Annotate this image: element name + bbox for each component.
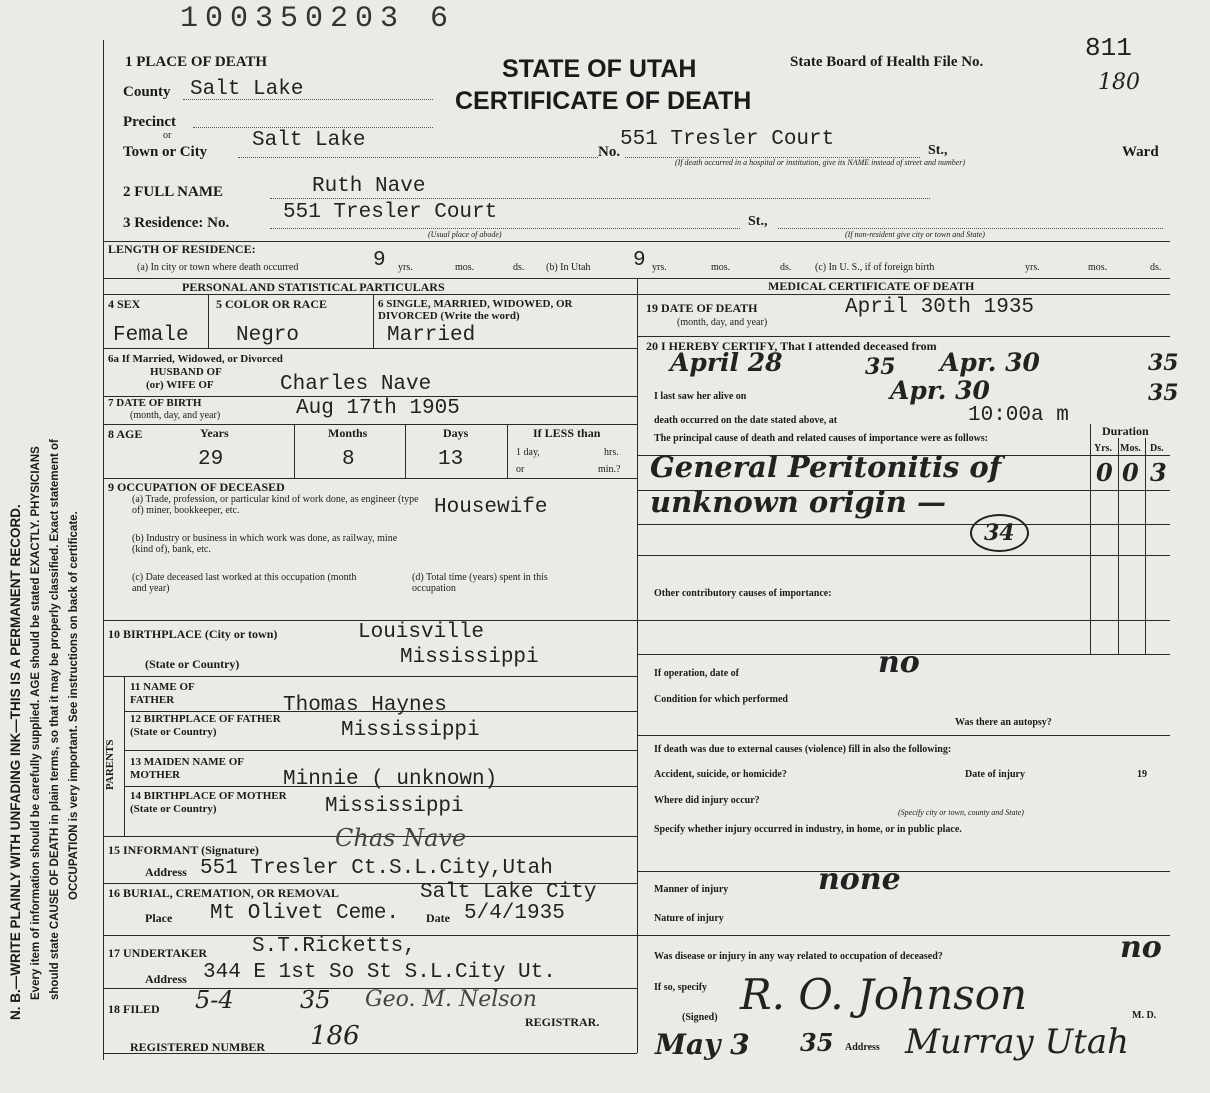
duration-div3 <box>1145 438 1146 654</box>
physician-signature: R. O. Johnson <box>740 970 1028 1019</box>
sex-label: 4 SEX <box>108 297 141 311</box>
left-frame <box>103 40 104 1060</box>
residence-city-line <box>778 228 1163 229</box>
informant-label: 15 INFORMANT (Signature) <box>108 843 259 857</box>
place-label: 1 PLACE OF DEATH <box>125 54 268 70</box>
undertaker-address-label: Address <box>145 972 187 986</box>
hrs-label: hrs. <box>604 447 619 458</box>
birthplace-city: Louisville <box>358 621 485 644</box>
mother-value: Minnie ( unknown) <box>283 768 498 791</box>
occupation-a-label: (a) Trade, profession, or particular kind of work done, as engineer (type of) miner, bookkeeper, etc. <box>132 494 419 516</box>
less-label: If LESS than <box>533 426 601 440</box>
filed-date: 5-4 <box>195 986 234 1014</box>
certificate-title: CERTIFICATE OF DEATH <box>455 87 752 115</box>
father-value: Thomas Haynes <box>283 694 447 717</box>
attended-from-year: 35 <box>865 354 896 380</box>
ward-label: Ward <box>1122 144 1159 160</box>
row-line-dob <box>103 424 637 425</box>
cause-code: 34 <box>970 514 1029 552</box>
birthplace-label: 10 BIRTHPLACE (City or town) <box>108 627 278 641</box>
row-line-fbp <box>124 750 637 751</box>
where-label: Where did injury occur? <box>654 795 760 806</box>
full-name-value: Ruth Nave <box>312 175 426 198</box>
occurred-label: death occurred on the date stated above, at <box>654 415 838 426</box>
row-line-age <box>103 478 637 479</box>
burial-date: 5/4/1935 <box>464 902 565 925</box>
row-line-sex <box>103 348 637 349</box>
father-birthplace: Mississippi <box>341 719 480 742</box>
place-address: 551 Tresler Court <box>620 128 835 151</box>
state-title: STATE OF UTAH <box>502 55 697 83</box>
age-months: 8 <box>342 448 355 471</box>
cause-line-2: unknown origin — <box>650 485 946 519</box>
registrar-label: REGISTRAR. <box>525 1015 600 1029</box>
duration-yrs: 0 <box>1096 458 1113 487</box>
manner-label: Manner of injury <box>654 884 729 895</box>
burial-place: Mt Olivet Ceme. <box>210 902 400 925</box>
duration-mos-label: Mos. <box>1120 443 1141 454</box>
length-label: LENGTH OF RESIDENCE: <box>108 242 256 256</box>
other-causes-label: Other contributory causes of importance: <box>654 588 832 599</box>
length-a-yrs: yrs. <box>398 262 413 273</box>
months-label: Months <box>328 426 368 440</box>
md-label: M. D. <box>1132 1010 1157 1021</box>
middle-divider <box>637 278 638 1053</box>
father-label: 11 NAME OF FATHER <box>130 681 195 706</box>
med-line-3 <box>637 555 1170 556</box>
color-value: Negro <box>236 324 300 347</box>
spouse-label-1: 6a If Married, Widowed, or Divorced <box>108 353 283 365</box>
last-saw-date: Apr. 30 <box>890 376 990 405</box>
length-a-label: (a) In city or town where death occurred <box>137 262 299 273</box>
occupation-label: 9 OCCUPATION OF DECEASED <box>108 480 285 494</box>
birthplace-state: Mississippi <box>400 646 539 669</box>
age-days: 13 <box>438 448 464 471</box>
residence-label: 3 Residence: No. <box>123 215 230 231</box>
parents-divider <box>124 676 125 836</box>
undertaker-label: 17 UNDERTAKER <box>108 946 208 960</box>
place-note: (If death occurred in a hospital or institution, give its NAME instead of street and number) <box>675 158 966 167</box>
med-line-8 <box>637 935 1170 936</box>
side-note-2: Every item of information should be carefully supplied. AGE should be stated EXACTLY. PHYSICIANS <box>30 446 42 1000</box>
town-label: Town or City <box>123 144 208 160</box>
parents-label: PARENTS <box>104 739 116 790</box>
st-label: St., <box>928 143 948 158</box>
side-note-3: should state CAUSE OF DEATH in plain terms, so that it may be properly classified. Exact statement of <box>49 439 61 1000</box>
burial-place-label: Place <box>145 911 173 925</box>
signature-address-label: Address <box>845 1042 880 1053</box>
operation-label: If operation, date of <box>654 668 739 679</box>
medical-heading: MEDICAL CERTIFICATE OF DEATH <box>768 279 975 293</box>
registered-number-label: REGISTERED NUMBER <box>130 1040 266 1054</box>
dob-sublabel: (month, day, and year) <box>130 410 221 421</box>
related-label: Was disease or injury in any way related to occupation of deceased? <box>654 951 943 962</box>
years-label: Years <box>200 426 229 440</box>
duration-mos: 0 <box>1122 458 1139 487</box>
burial-label: 16 BURIAL, CREMATION, OR REMOVAL <box>108 886 339 900</box>
age-label: 8 AGE <box>108 427 143 441</box>
informant-address-label: Address <box>145 865 187 879</box>
dob-label: 7 DATE OF BIRTH <box>108 397 202 409</box>
residence-value: 551 Tresler Court <box>283 201 498 224</box>
marital-label: 6 SINGLE, MARRIED, WIDOWED, OR DIVORCED (Write the word) <box>378 298 573 322</box>
sex-value: Female <box>113 324 189 347</box>
duration-label: Duration <box>1102 424 1149 438</box>
color-label: 5 COLOR OR RACE <box>216 297 328 311</box>
informant-signature: Chas Nave <box>335 824 467 852</box>
cause-label: The principal cause of death and related causes of importance were as follows: <box>654 433 989 444</box>
burial-date-label: Date <box>426 911 450 925</box>
spouse-label-3: (or) WIFE OF <box>146 379 214 391</box>
age-div1 <box>294 424 295 478</box>
occupation-b-label: (b) Industry or business in which work was done, as railway, mine (kind of), bank, etc. <box>132 533 398 555</box>
med-line-6 <box>637 735 1170 736</box>
signature-year: 35 <box>800 1028 834 1057</box>
signature-date: May 3 <box>655 1028 750 1061</box>
related-value: no <box>1120 930 1162 965</box>
full-name-label: 2 FULL NAME <box>123 184 224 200</box>
usual-abode-note: (Usual place of abode) <box>428 230 502 239</box>
or-label: or <box>163 130 172 141</box>
occupation-d-label: (d) Total time (years) spent in this occupation <box>412 572 548 594</box>
length-c-ds: ds. <box>1150 262 1162 273</box>
certify-label: 20 I HEREBY CERTIFY, That I attended deceased from <box>646 339 937 353</box>
death-date-label: 19 DATE OF DEATH <box>646 301 758 315</box>
burial-value: Salt Lake City <box>420 881 597 904</box>
filed-label: 18 FILED <box>108 1002 160 1016</box>
injury-year: 19 <box>1137 769 1147 780</box>
street-no-label: No. <box>598 144 621 160</box>
duration-ds-label: Ds. <box>1150 443 1164 454</box>
signed-label: (Signed) <box>682 1012 718 1023</box>
registrar-signature: Geo. M. Nelson <box>365 987 537 1012</box>
undertaker-address: 344 E 1st So St S.L.City Ut. <box>203 961 556 984</box>
accident-label: Accident, suicide, or homicide? <box>654 769 787 780</box>
residence-st-label: St., <box>748 214 768 229</box>
death-time: 10:00a m <box>968 404 1069 427</box>
length-b-years: 9 <box>633 249 646 272</box>
duration-div2 <box>1118 438 1119 654</box>
precinct-line <box>193 127 433 128</box>
spouse-value: Charles Nave <box>280 373 432 396</box>
length-c-label: (c) In U. S., if of foreign birth <box>815 262 935 273</box>
side-note-4: OCCUPATION is very important. See instructions on back of certificate. <box>68 511 80 900</box>
days-label: Days <box>443 426 469 440</box>
spouse-label-2: HUSBAND OF <box>150 366 222 378</box>
occupation-value: Housewife <box>434 496 548 519</box>
med-line-date <box>637 336 1170 337</box>
length-b-label: (b) In Utah <box>546 262 591 273</box>
min-label: min.? <box>598 464 621 475</box>
marital-value: Married <box>387 324 476 347</box>
length-c-yrs: yrs. <box>1025 262 1040 273</box>
sex-divider <box>208 294 209 348</box>
duration-yrs-label: Yrs. <box>1094 443 1113 454</box>
county-line <box>183 99 433 100</box>
dob-value: Aug 17th 1905 <box>296 397 460 420</box>
county-label: County <box>123 84 171 100</box>
external-label: If death was due to external causes (violence) fill in also the following: <box>654 744 952 755</box>
father-birthplace-label: 12 BIRTHPLACE OF FATHER (State or Country) <box>130 713 281 738</box>
death-date: April 30th 1935 <box>845 296 1035 319</box>
precinct-label: Precinct <box>123 114 177 130</box>
row-line-birth <box>103 676 637 677</box>
filed-year: 35 <box>300 986 331 1014</box>
med-line-7 <box>637 871 1170 872</box>
specify-label: Specify whether injury occurred in industry, in home, or in public place. <box>654 824 962 835</box>
length-b-ds: ds. <box>780 262 792 273</box>
ifso-label: If so, specify <box>654 982 708 993</box>
file-subnumber: 180 <box>1098 70 1140 95</box>
length-a-years: 9 <box>373 249 386 272</box>
signature-address: Murray Utah <box>905 1022 1129 1062</box>
autopsy-label: Was there an autopsy? <box>955 717 1052 728</box>
side-note-1: N. B.—WRITE PLAINLY WITH UNFADING INK—THIS IS A PERMANENT RECORD. <box>8 504 23 1020</box>
condition-label: Condition for which performed <box>654 694 788 705</box>
attended-from: April 28 <box>670 348 783 377</box>
heading-line <box>103 294 1170 295</box>
file-number-label: State Board of Health File No. <box>790 54 984 70</box>
town-line <box>238 157 598 158</box>
residence-line <box>270 228 740 229</box>
file-number: 811 <box>1085 33 1132 63</box>
attended-to: Apr. 30 <box>940 348 1040 377</box>
length-b-mos: mos. <box>711 262 731 273</box>
certificate-serial: 100350203 6 <box>180 2 456 36</box>
length-c-mos: mos. <box>1088 262 1108 273</box>
length-b-yrs: yrs. <box>652 262 667 273</box>
registered-number: 186 <box>310 1021 360 1051</box>
or-min-label: or <box>516 464 525 475</box>
injury-date-label: Date of injury <box>965 769 1025 780</box>
age-div3 <box>507 424 508 478</box>
length-a-ds: ds. <box>513 262 525 273</box>
med-line-4 <box>637 620 1170 621</box>
length-top-line <box>103 241 1170 242</box>
town-value: Salt Lake <box>252 129 366 152</box>
undertaker-value: S.T.Ricketts, <box>252 935 416 958</box>
color-divider <box>373 294 374 348</box>
cause-line-1: General Peritonitis of <box>650 450 1002 484</box>
age-years: 29 <box>198 448 224 471</box>
length-a-mos: mos. <box>455 262 475 273</box>
operation-value: no <box>878 645 920 680</box>
occupation-c-label: (c) Date deceased last worked at this occupation (month and year) <box>132 572 357 594</box>
med-line-2 <box>637 524 1170 525</box>
county-value: Salt Lake <box>190 78 304 101</box>
mother-birthplace-label: 14 BIRTHPLACE OF MOTHER (State or Country) <box>130 790 287 815</box>
where-note: (Specify city or town, county and State) <box>898 808 1024 817</box>
day-label: 1 day, <box>516 447 540 458</box>
attended-to-year: 35 <box>1148 350 1179 376</box>
duration-ds: 3 <box>1150 458 1167 487</box>
mother-label: 13 MAIDEN NAME OF MOTHER <box>130 756 244 781</box>
manner-value: none <box>818 862 901 897</box>
mother-birthplace: Mississippi <box>325 795 464 818</box>
personal-heading: PERSONAL AND STATISTICAL PARTICULARS <box>182 280 445 294</box>
death-date-sublabel: (month, day, and year) <box>677 317 768 328</box>
last-saw-year: 35 <box>1148 380 1179 406</box>
last-saw-label: I last saw her alive on <box>654 391 747 402</box>
age-div2 <box>405 424 406 478</box>
name-line <box>270 198 930 199</box>
informant-address: 551 Tresler Ct.S.L.City,Utah <box>200 857 553 880</box>
nature-label: Nature of injury <box>654 913 724 924</box>
nonresident-note: (If non-resident give city or town and State) <box>845 230 985 239</box>
birthplace-state-label: (State or Country) <box>145 657 240 671</box>
